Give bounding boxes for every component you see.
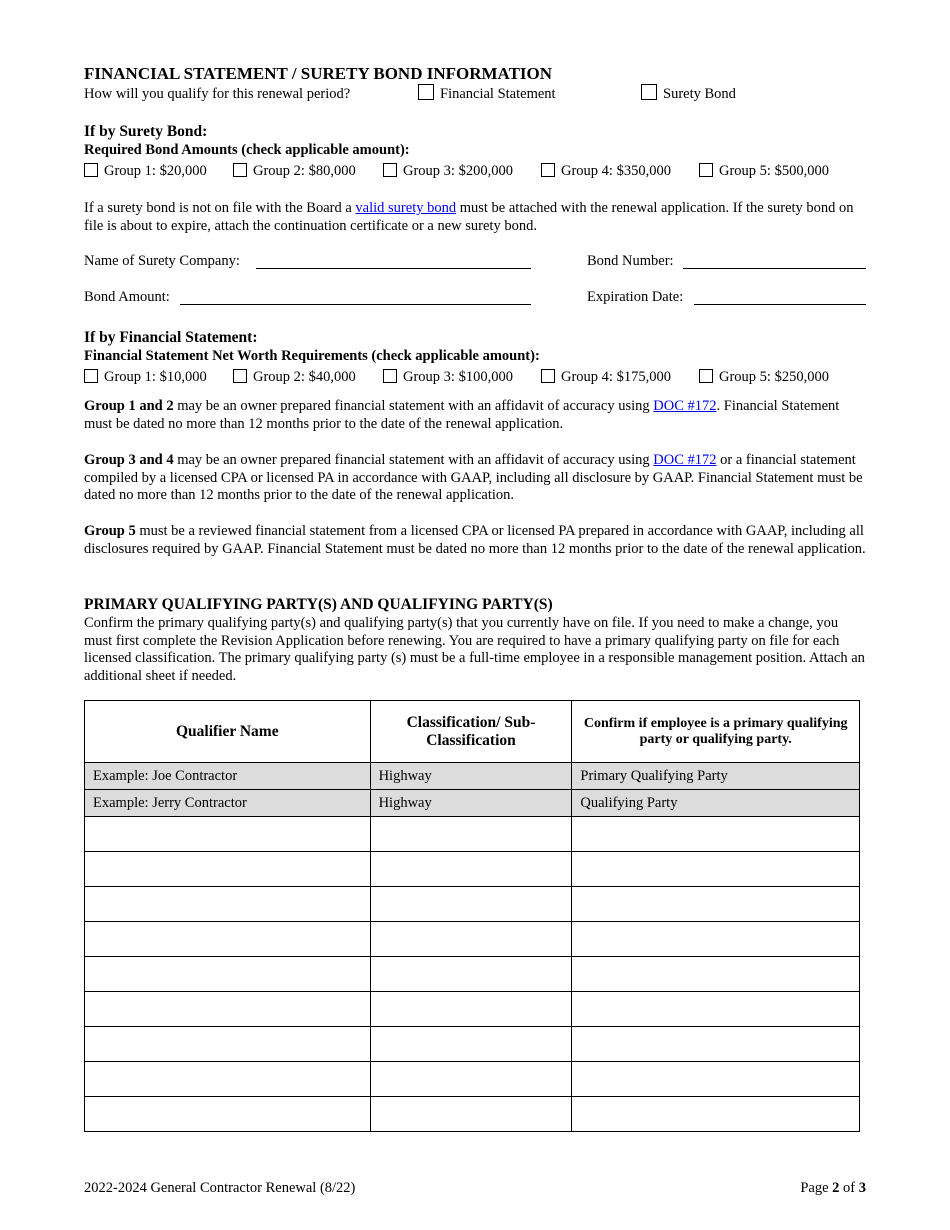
- surety-group-4[interactable]: [541, 163, 671, 180]
- cell: Highway: [370, 763, 572, 790]
- checkbox[interactable]: [541, 369, 555, 383]
- page-prefix: Page: [800, 1180, 833, 1196]
- cell-input[interactable]: [85, 1027, 371, 1062]
- text: may be an owner prepared financial statement with an affidavit of accuracy using: [173, 398, 654, 414]
- checkbox[interactable]: [233, 163, 247, 177]
- checkbox[interactable]: [233, 369, 247, 383]
- cell-input[interactable]: [370, 1097, 572, 1132]
- financial-group-5-label: Group 5: $250,000: [719, 369, 829, 385]
- surety-bond-label: Surety Bond: [663, 86, 736, 102]
- surety-group-2[interactable]: [233, 163, 356, 180]
- cell-input[interactable]: [370, 992, 572, 1027]
- financial-group-1-label: Group 1: $10,000: [104, 369, 207, 385]
- column-header: Confirm if employee is a primary qualifying party or qualifying party.: [572, 701, 860, 763]
- financial-heading: If by Financial Statement:: [84, 329, 258, 346]
- section-title: FINANCIAL STATEMENT / SURETY BOND INFORMATION: [84, 64, 553, 83]
- column-header: Qualifier Name: [85, 701, 371, 763]
- surety-group-3[interactable]: [383, 163, 513, 180]
- financial-group-2[interactable]: [233, 369, 356, 386]
- group-3-4-paragraph: [84, 452, 869, 505]
- cell-input[interactable]: [85, 957, 371, 992]
- qualifying-intro: Confirm the primary qualifying party(s) and qualifying party(s) that you currently have on file. If you need to make a change, you must first complete the Revision Application before renewing. You are required to have a primary qualifying party on file for each licensed classification. The primary qualifying party (s) must be a full-time employee in a responsible management position. Attach an additional sheet if needed.: [84, 615, 865, 684]
- checkbox[interactable]: [383, 163, 397, 177]
- bond-number-label: Bond Number:: [587, 253, 674, 269]
- financial-statement-checkbox[interactable]: [418, 84, 434, 100]
- surety-text-1: If a surety bond is not on file with the Board a: [84, 200, 356, 216]
- surety-company-label: Name of Surety Company:: [84, 253, 240, 269]
- text: . Financial Statement must be dated no more than 12 months prior to the date of the renewal application.: [84, 398, 840, 432]
- surety-bond-checkbox[interactable]: [641, 84, 657, 100]
- table-row: [85, 790, 860, 817]
- cell-input[interactable]: [85, 852, 371, 887]
- cell: Example: Joe Contractor: [85, 763, 371, 790]
- valid-surety-bond-link[interactable]: valid surety bond: [355, 200, 457, 216]
- table-row: [85, 957, 860, 992]
- checkbox[interactable]: [699, 163, 713, 177]
- cell-input[interactable]: [85, 1062, 371, 1097]
- table-row: [85, 852, 860, 887]
- financial-statement-label: Financial Statement: [440, 86, 556, 102]
- financial-group-3-label: Group 3: $100,000: [403, 369, 513, 385]
- surety-company-input[interactable]: [256, 268, 531, 269]
- checkbox[interactable]: [541, 163, 555, 177]
- cell-input[interactable]: [370, 1027, 572, 1062]
- cell-input[interactable]: [572, 922, 860, 957]
- surety-heading: If by Surety Bond:: [84, 123, 208, 140]
- surety-group-1[interactable]: [84, 163, 207, 180]
- cell-input[interactable]: [85, 817, 371, 852]
- surety-group-5-label: Group 5: $500,000: [719, 163, 829, 179]
- expiration-date-label: Expiration Date:: [587, 289, 684, 305]
- footer-form-id: 2022-2024 General Contractor Renewal (8/22): [84, 1180, 356, 1196]
- table-row: [85, 922, 860, 957]
- surety-group-5[interactable]: [699, 163, 829, 180]
- cell: Example: Jerry Contractor: [85, 790, 371, 817]
- surety-bond-option[interactable]: [641, 84, 736, 103]
- cell-input[interactable]: [572, 1027, 860, 1062]
- cell-input[interactable]: [572, 887, 860, 922]
- group-3-4-bold: Group 3 and 4: [84, 452, 174, 468]
- cell-input[interactable]: [85, 922, 371, 957]
- cell-input[interactable]: [370, 887, 572, 922]
- cell-input[interactable]: [572, 817, 860, 852]
- bond-amount-input[interactable]: [180, 304, 531, 305]
- cell-input[interactable]: [85, 887, 371, 922]
- checkbox[interactable]: [383, 369, 397, 383]
- cell-input[interactable]: [572, 992, 860, 1027]
- financial-group-2-label: Group 2: $40,000: [253, 369, 356, 385]
- financial-subheading: Financial Statement Net Worth Requirements (check applicable amount):: [84, 348, 540, 364]
- surety-group-3-label: Group 3: $200,000: [403, 163, 513, 179]
- doc-172-link[interactable]: DOC #172: [653, 398, 717, 414]
- surety-group-4-label: Group 4: $350,000: [561, 163, 671, 179]
- checkbox[interactable]: [84, 163, 98, 177]
- doc-172-link[interactable]: DOC #172: [653, 452, 717, 468]
- text: or a financial statement compiled by a licensed CPA or licensed PA in accordance with GAAP, including all disclosure by GAAP. Financial Statement must be dated no more than 12 months prior to the date of the renewal application.: [84, 452, 863, 503]
- group-5-paragraph: [84, 523, 869, 558]
- financial-group-1[interactable]: [84, 369, 207, 386]
- surety-group-2-label: Group 2: $80,000: [253, 163, 356, 179]
- group-1-2-paragraph: [84, 398, 869, 433]
- surety-group-1-label: Group 1: $20,000: [104, 163, 207, 179]
- financial-group-4[interactable]: [541, 369, 671, 386]
- checkbox[interactable]: [699, 369, 713, 383]
- table-row: [85, 992, 860, 1027]
- bond-amount-label: Bond Amount:: [84, 289, 170, 305]
- total-pages: 3: [858, 1180, 866, 1196]
- group-5-bold: Group 5: [84, 523, 136, 539]
- table-row: [85, 887, 860, 922]
- cell-input[interactable]: [370, 1062, 572, 1097]
- cell-input[interactable]: [572, 1097, 860, 1132]
- page-number: [800, 1180, 866, 1197]
- table-row: [85, 817, 860, 852]
- cell-input[interactable]: [572, 957, 860, 992]
- table-row: [85, 1062, 860, 1097]
- cell-input[interactable]: [572, 852, 860, 887]
- surety-instructions: [84, 200, 869, 235]
- qualifying-heading: PRIMARY QUALIFYING PARTY(S) AND QUALIFYING PARTY(S): [84, 596, 553, 613]
- cell-input[interactable]: [572, 1062, 860, 1097]
- bond-number-input[interactable]: [683, 268, 866, 269]
- cell-input[interactable]: [370, 922, 572, 957]
- checkbox[interactable]: [84, 369, 98, 383]
- cell-input[interactable]: [370, 852, 572, 887]
- table-row: [85, 1027, 860, 1062]
- page-of: of: [839, 1180, 859, 1196]
- cell: Qualifying Party: [572, 790, 860, 817]
- table-row: [85, 763, 860, 790]
- qualifier-table: [84, 700, 860, 1132]
- cell-input[interactable]: [85, 992, 371, 1027]
- financial-group-5[interactable]: [699, 369, 829, 386]
- expiration-date-input[interactable]: [694, 304, 866, 305]
- table-header-row: [85, 701, 860, 763]
- cell: Highway: [370, 790, 572, 817]
- financial-group-3[interactable]: [383, 369, 513, 386]
- cell-input[interactable]: [370, 957, 572, 992]
- cell-input[interactable]: [370, 817, 572, 852]
- qualify-question: How will you qualify for this renewal period?: [84, 86, 351, 102]
- current-page: 2: [832, 1180, 840, 1196]
- table-row: [85, 1097, 860, 1132]
- column-header: Classification/ Sub-Classification: [370, 701, 572, 763]
- financial-group-4-label: Group 4: $175,000: [561, 369, 671, 385]
- surety-subheading: Required Bond Amounts (check applicable amount):: [84, 142, 410, 158]
- group-1-2-bold: Group 1 and 2: [84, 398, 174, 414]
- text: must be a reviewed financial statement from a licensed CPA or licensed PA prepared in accordance with GAAP, including all disclosures required by GAAP. Financial Statement must be dated no more than 12 months prior to the date of the renewal application.: [84, 523, 866, 557]
- cell-input[interactable]: [85, 1097, 371, 1132]
- surety-text-2: must be attached with the renewal application. If the surety bond on file is about to expire, attach the continuation certificate or a new surety bond.: [84, 200, 854, 234]
- cell: Primary Qualifying Party: [572, 763, 860, 790]
- text: may be an owner prepared financial statement with an affidavit of accuracy using: [173, 452, 654, 468]
- financial-statement-option[interactable]: [418, 84, 556, 103]
